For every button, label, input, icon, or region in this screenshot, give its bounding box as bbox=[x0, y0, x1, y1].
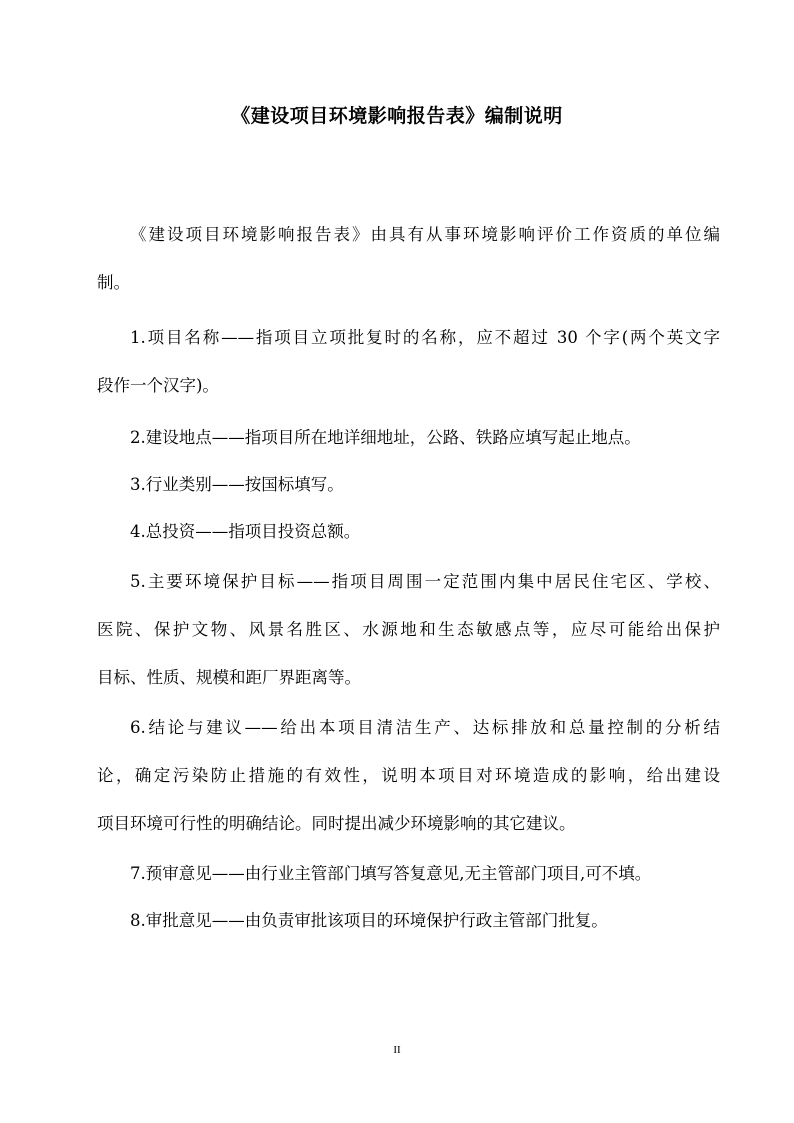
item-8-line-1 bbox=[0, 908, 720, 934]
intro-line-2-text: 制。 bbox=[97, 273, 130, 292]
item-1-text-2: 段作一个汉字)。 bbox=[97, 376, 219, 395]
item-6-text-2: 论，确定污染防止措施的有效性，说明本项目对环境造成的影响，给出建设 bbox=[97, 766, 720, 785]
item-4-line-1 bbox=[0, 519, 720, 545]
intro-paragraph-line-2 bbox=[0, 270, 720, 296]
item-5-line-1 bbox=[0, 569, 720, 595]
item-6-text-1: 6.结论与建议——给出本项目清洁生产、达标排放和总量控制的分析结 bbox=[130, 718, 720, 737]
item-8-text-1: 8.审批意见——由负责审批该项目的环境保护行政主管部门批复。 bbox=[130, 911, 608, 930]
item-3-line-1 bbox=[0, 472, 720, 498]
item-3-text-1: 3.行业类别——按国标填写。 bbox=[130, 475, 344, 494]
document-title: 《建设项目环境影响报告表》编制说明 bbox=[231, 105, 563, 127]
item-2-text-1: 2.建设地点——指项目所在地详细地址，公路、铁路应填写起止地点。 bbox=[130, 428, 641, 447]
item-6-line-3 bbox=[0, 811, 720, 837]
item-1-line-1 bbox=[0, 325, 720, 351]
item-6-line-1 bbox=[0, 715, 720, 741]
item-5-text-3: 目标、性质、规模和距厂界距离等。 bbox=[97, 668, 361, 687]
item-7-text-1: 7.预审意见——由行业主管部门填写答复意见,无主管部门项目,可不填。 bbox=[130, 864, 652, 883]
item-5-text-2: 医院、保护文物、风景名胜区、水源地和生态敏感点等，应尽可能给出保护 bbox=[97, 620, 720, 639]
item-1-line-2 bbox=[0, 373, 720, 399]
page-number: II bbox=[393, 1044, 401, 1056]
item-4-text-1: 4.总投资——指项目投资总额。 bbox=[130, 522, 361, 541]
intro-paragraph-line-1 bbox=[0, 222, 720, 248]
item-7-line-1 bbox=[0, 861, 720, 887]
intro-line-1-text: 《建设项目环境影响报告表》由具有从事环境影响评价工作资质的单位编 bbox=[130, 225, 720, 244]
item-1-text-1: 1.项目名称——指项目立项批复时的名称，应不超过 30 个字(两个英文字 bbox=[130, 328, 720, 347]
item-6-line-2 bbox=[0, 763, 720, 789]
item-6-text-3: 项目环境可行性的明确结论。同时提出减少环境影响的其它建议。 bbox=[97, 814, 576, 833]
item-2-line-1 bbox=[0, 425, 720, 451]
item-5-text-1: 5.主要环境保护目标——指项目周围一定范围内集中居民住宅区、学校、 bbox=[130, 572, 720, 591]
item-5-line-3 bbox=[0, 665, 720, 691]
item-5-line-2 bbox=[0, 617, 720, 643]
